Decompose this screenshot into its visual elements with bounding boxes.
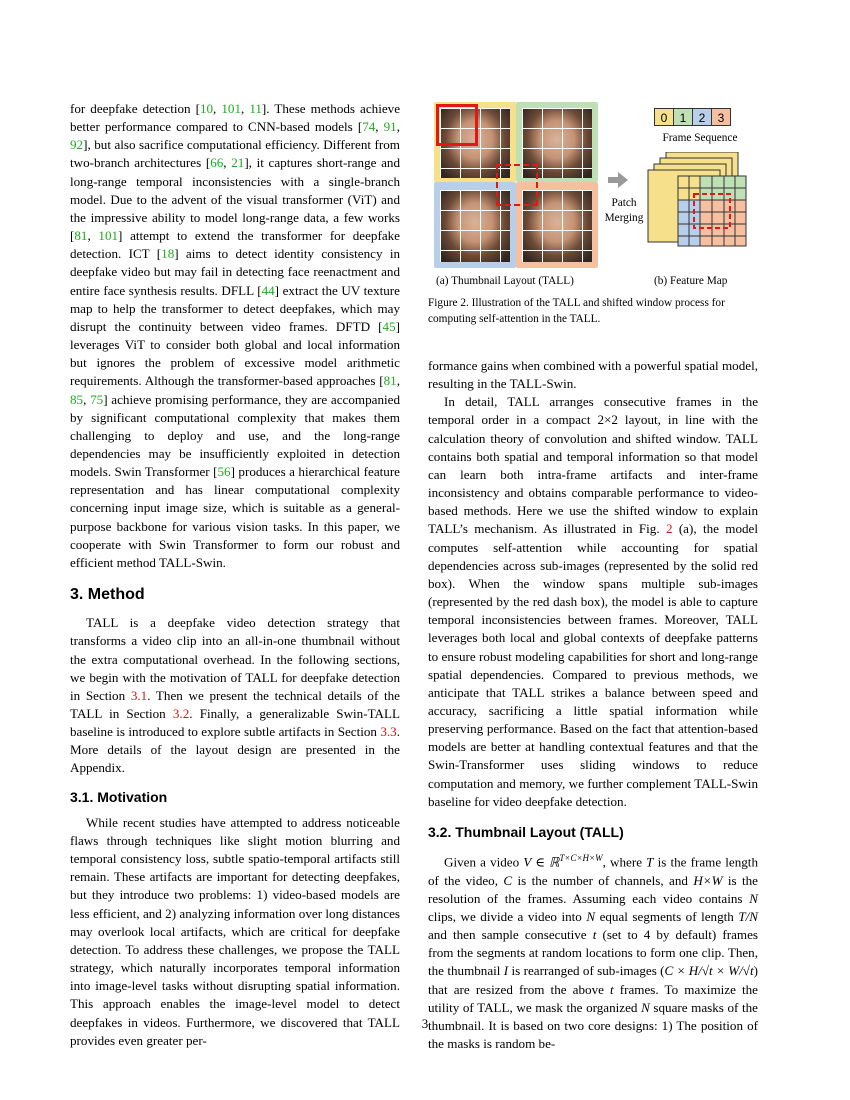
section-link[interactable]: 3.2 xyxy=(172,706,190,721)
figure-label-a: (a) Thumbnail Layout (TALL) xyxy=(436,275,574,287)
subsection-heading-motivation: 3.1. Motivation xyxy=(70,788,168,805)
text: . Finally, a generalizable Swin-TALL baseline is introduced to explore subtle artifacts in Section xyxy=(70,706,400,740)
text: , where xyxy=(602,854,647,870)
frame-cell-2: 2 xyxy=(692,108,712,126)
frame-sequence-label: Frame Sequence xyxy=(662,132,738,144)
text: ], it captures short-range and long-range temporal inconsistencies with a single-branch model. Due to the advent of the visual transformer (ViT) and the impressive ability to model long-range data, a few works [ xyxy=(70,155,401,244)
math: N xyxy=(749,890,758,906)
citation[interactable]: 11 xyxy=(249,101,262,116)
figure-label-b: (b) Feature Map xyxy=(654,275,728,287)
figure-caption: Figure 2. Illustration of the TALL and shifted window process for computing self-attention in the TALL. xyxy=(428,297,725,325)
text: ] produces a hierarchical feature representation and has linear computational complexity concerning input image size, which is suitable as a general-purpose backbone for various vision tasks. In this paper, we cooperate with Swin Transformer to form our robust and efficient method TALL-Swin. xyxy=(70,464,400,570)
text: , xyxy=(396,373,400,389)
text: , xyxy=(375,119,384,135)
paragraph-method-intro xyxy=(70,614,400,777)
citation[interactable]: 81 xyxy=(74,228,88,244)
figure-link[interactable]: 2 xyxy=(665,521,673,537)
text: is the frame length of the video, xyxy=(428,854,758,888)
text: . Then we present the technical details of the TALL in Section xyxy=(70,687,400,721)
paragraph-related-work xyxy=(70,100,400,572)
text: frames. To maximize the utility of TALL, we mask the organized xyxy=(428,981,758,1015)
citation[interactable]: 81 xyxy=(383,373,397,389)
math: T/N xyxy=(738,908,758,924)
math: C × H/√t × W/√t xyxy=(664,963,754,979)
text: is rearranged of sub-images ( xyxy=(508,963,665,979)
section-link[interactable]: 3.1 xyxy=(130,687,148,703)
citation[interactable]: 45 xyxy=(382,318,396,334)
text: square masks of the thumbnail. It is based on two core designs: 1) The position of the masks is random be- xyxy=(428,999,758,1051)
math: I xyxy=(503,963,509,979)
citation[interactable]: 66 xyxy=(210,155,224,171)
frame-cell-3: 3 xyxy=(711,108,731,126)
math: C xyxy=(503,872,513,888)
solid-red-window xyxy=(436,104,478,146)
text: In detail, TALL arranges consecutive frames in the temporal order in a compact 2×2 layout, in line with the calculation theory of convolution and shifted window. TALL contains both spatial and temporal information so that model can learn both intra-frame artifacts and inter-frame inconsistency and obtains comparable performance to video-based methods. Here we use the shifted window to explain TALL’s mechanism. As illustrated in Fig. xyxy=(428,394,758,537)
arrow-right-icon xyxy=(608,172,630,188)
right-column xyxy=(428,357,758,1053)
text: ] achieve promising performance, they are accompanied by significant computational complexity that makes them challenging to deploy and use, and the long-range dependencies may be insufficiently exploited in detection models. Swin Transformer [ xyxy=(70,391,400,480)
subsection-heading-tall: 3.2. Thumbnail Layout (TALL) xyxy=(428,823,624,840)
citation[interactable]: 75 xyxy=(90,391,104,407)
citation[interactable]: 101 xyxy=(98,228,119,244)
text: is the number of channels, and xyxy=(512,872,694,888)
text: for deepfake detection [ xyxy=(70,101,200,116)
text: equal segments of length xyxy=(595,908,739,924)
dashed-red-window xyxy=(496,164,538,206)
section-heading-method: 3. Method xyxy=(70,586,145,604)
math-superscript: T×C×H×W xyxy=(559,853,603,864)
math: N xyxy=(586,908,596,924)
text: clips, we divide a video into xyxy=(428,908,587,924)
text: (a), the model computes self-attention while accounting for spatial dependencies across sub-images (represented by the solid red box). When the window spans multiple sub-images (represented by the red dash box), the model is able to capture temporal inconsistencies between frames. Moreover, TALL leverages both local and global contexts of deepfake patterns to ensure robust modeling capabilities for short and long-range spatial dependencies. Compared to previous methods, we anticipate that TALL strikes a balance between speed and accuracy, sacrificing a little spatial information while preserving performance. Based on the fact that attention-based models are better at handling contextual features and that the Swin-Transformer uses sliding windows to reduce computation and memory, we further complement TALL-Swin baseline for video deepfake detection. xyxy=(428,521,759,809)
paragraph-motivation: While recent studies have attempted to address noticeable flaws through techniques like slight motion blurring and temporal consistency loss, subtle spatio-temporal artifacts still remain. These artifacts are important for detecting deepfakes, but they introduce two problems: 1) video-based models are less efficient, and 2) analyzing information over long distances may overlook local artifacts, which are critical for deepfake detection. To address these challenges, we propose the TALL strategy, which naturally incorporates temporal information into image-level tasks without disrupting spatial information. This approach enables the image-level model to detect deepfakes in videos. Furthermore, we discovered that TALL provides even greater per- xyxy=(70,814,400,1048)
text: ] leverages ViT to consider both global and local information but ignores the problem of excessive model arithmetic requirements. Although the transformer-based approaches [ xyxy=(70,318,400,389)
frame-cell-0: 0 xyxy=(654,108,674,126)
paragraph-detail xyxy=(428,393,758,811)
figure-2 xyxy=(428,98,768,294)
text: , xyxy=(223,155,232,171)
citation[interactable]: 101 xyxy=(221,101,241,116)
text: , xyxy=(396,119,400,135)
math: N xyxy=(641,999,650,1015)
text: (set to 4 by default) frames from the segments at random locations to form one clip. Then, the thumbnail xyxy=(428,927,758,979)
left-column xyxy=(70,100,400,1050)
patch-merging-label: Patch Merging xyxy=(604,197,644,224)
math: t xyxy=(610,981,614,997)
citation[interactable]: 56 xyxy=(217,464,231,480)
citation[interactable]: 85 xyxy=(70,391,84,407)
citation[interactable]: 91 xyxy=(383,119,397,135)
text: , xyxy=(83,391,91,407)
text: Given a video xyxy=(444,854,524,870)
math: H×W xyxy=(693,872,723,888)
text: , xyxy=(213,101,222,116)
math: T xyxy=(646,854,654,870)
citation[interactable]: 92 xyxy=(70,137,84,153)
text: ], but also sacrifice computational efficiency. Different from two-branch architectures [ xyxy=(70,137,400,171)
citation[interactable]: 10 xyxy=(199,101,214,116)
citation[interactable]: 44 xyxy=(261,282,275,298)
feature-map-stack xyxy=(642,152,760,270)
text: ]. These methods achieve better performance compared to CNN-based models [ xyxy=(70,101,401,135)
citation[interactable]: 21 xyxy=(231,155,245,171)
text: is the resolution of the frames. Assuming each video contains xyxy=(428,872,758,906)
paragraph-continuation: formance gains when combined with a powerful spatial model, resulting in the TALL-Swin. xyxy=(428,358,758,392)
text: and then sample consecutive xyxy=(428,927,593,943)
text: , xyxy=(87,228,99,244)
text: . More details of the layout design are presented in the Appendix. xyxy=(70,724,400,776)
citation[interactable]: 74 xyxy=(362,119,376,135)
text: ] attempt to extend the transformer for deepfake detection. ICT [ xyxy=(70,228,400,262)
math: t xyxy=(592,927,597,943)
text: ] aims to detect identity consistency in deepfake video but may fail in detecting face reenactment and entire face synthesis results. DFLL [ xyxy=(70,246,401,298)
text: ) that are resized from the above xyxy=(428,963,758,997)
text: TALL is a deepfake video detection strategy that transforms a video clip into an all-in-one thumbnail without the extra computational overhead. In the following sections, we begin with the motivation of TALL for deepfake detection in Section xyxy=(70,615,400,703)
page-number: 3 xyxy=(421,1016,429,1031)
math: V ∈ ℝ xyxy=(523,854,560,870)
section-link[interactable]: 3.3 xyxy=(380,724,397,740)
frame-cell-1: 1 xyxy=(673,108,693,126)
text: ] extract the UV texture map to help the transformer to detect deepfakes, which may disrupt the continuity between video frames. DFTD [ xyxy=(70,282,400,334)
citation[interactable]: 18 xyxy=(161,246,175,262)
text: , xyxy=(241,101,250,116)
